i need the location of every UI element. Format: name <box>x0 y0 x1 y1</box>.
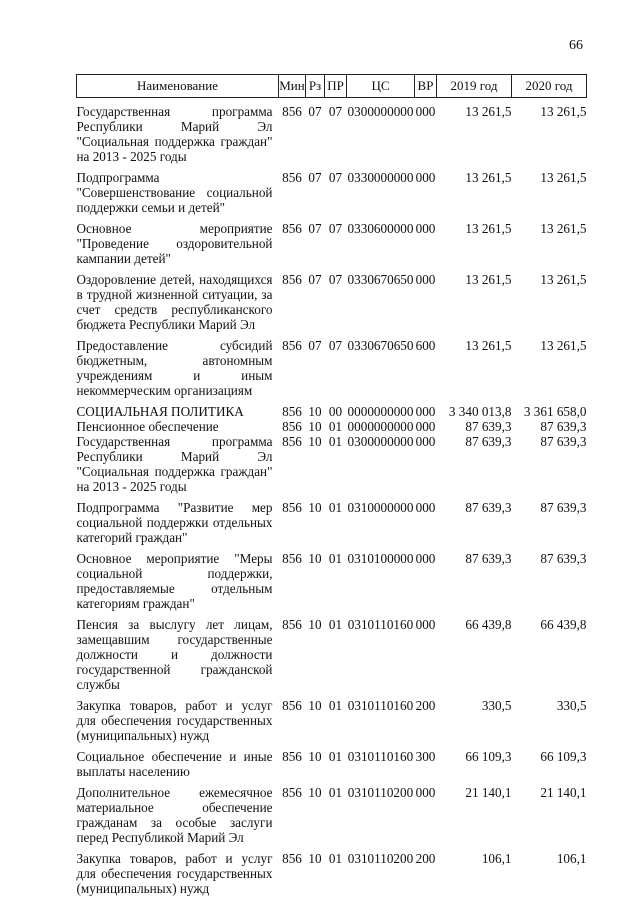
row-pr: 01 <box>328 785 343 800</box>
row-name: Оздоровление детей, находящихся в трудной жизненной ситуации, за счет средств республиканского бюджета Республики Марий Эл <box>76 272 273 332</box>
row-cs: 0330000000 <box>347 170 414 185</box>
row-min: 856 <box>282 338 302 353</box>
row-name: Социальное обеспечение и иные выплаты населению <box>76 749 273 779</box>
header-pr: ПР <box>325 75 347 98</box>
row-pr: 01 <box>328 851 343 866</box>
row-rz: 10 <box>308 434 322 449</box>
row-2019: 87 639,3 <box>465 500 512 515</box>
row-min: 856 <box>282 104 302 119</box>
row-min: 856 <box>282 551 302 566</box>
row-vr: 000 <box>415 434 436 449</box>
row-min: 856 <box>282 404 302 419</box>
row-pr: 01 <box>328 434 343 449</box>
table-row <box>77 170 587 221</box>
row-2020: 87 639,3 <box>540 419 587 434</box>
header-2020: 2020 год <box>512 75 587 98</box>
table-row <box>77 272 587 338</box>
row-vr: 000 <box>415 170 436 185</box>
row-2020: 87 639,3 <box>540 434 587 449</box>
row-vr: 300 <box>415 749 436 764</box>
table-row <box>77 851 587 902</box>
page-number: 66 <box>569 38 583 53</box>
row-vr: 000 <box>415 500 436 515</box>
row-name: Пенсионное обеспечение <box>76 419 219 434</box>
row-rz: 10 <box>308 500 322 515</box>
row-2019: 87 639,3 <box>465 434 512 449</box>
row-min: 856 <box>282 785 302 800</box>
table-row <box>77 434 587 500</box>
row-cs: 0300000000 <box>347 104 414 119</box>
row-2020: 13 261,5 <box>540 170 587 185</box>
row-vr: 200 <box>415 698 436 713</box>
row-rz: 07 <box>308 170 322 185</box>
table-row <box>77 785 587 851</box>
row-pr: 07 <box>328 170 343 185</box>
row-2019: 330,5 <box>481 698 512 713</box>
row-pr: 07 <box>328 221 343 236</box>
row-name: Подпрограмма "Совершенствование социальной поддержки семьи и детей" <box>76 170 273 215</box>
row-rz: 10 <box>308 551 322 566</box>
table-row <box>77 551 587 617</box>
row-cs: 0000000000 <box>347 419 414 434</box>
row-2019: 66 109,3 <box>465 749 512 764</box>
row-cs: 0000000000 <box>347 404 414 419</box>
row-pr: 01 <box>328 698 343 713</box>
row-2020: 330,5 <box>556 698 587 713</box>
row-rz: 10 <box>308 404 322 419</box>
table-row <box>77 749 587 785</box>
table-row <box>77 221 587 272</box>
row-rz: 07 <box>308 221 322 236</box>
row-min: 856 <box>282 221 302 236</box>
row-rz: 10 <box>308 749 322 764</box>
table-header-row <box>77 75 587 98</box>
row-2020: 106,1 <box>556 851 587 866</box>
row-2020: 66 439,8 <box>540 617 587 632</box>
row-cs: 0310110200 <box>347 785 414 800</box>
row-vr: 000 <box>415 617 436 632</box>
table-row <box>77 500 587 551</box>
row-2019: 13 261,5 <box>465 170 512 185</box>
row-2020: 66 109,3 <box>540 749 587 764</box>
budget-table <box>76 74 587 902</box>
table-row <box>77 617 587 698</box>
row-name: Пенсия за выслугу лет лицам, замещавшим государственные должности и должности государственной гражданской службы <box>76 617 273 692</box>
row-2020: 13 261,5 <box>540 338 587 353</box>
row-2019: 13 261,5 <box>465 272 512 287</box>
row-2020: 13 261,5 <box>540 221 587 236</box>
row-pr: 01 <box>328 617 343 632</box>
row-2020: 21 140,1 <box>540 785 587 800</box>
row-min: 856 <box>282 617 302 632</box>
row-cs: 0330670650 <box>347 338 414 353</box>
row-2020: 13 261,5 <box>540 272 587 287</box>
row-min: 856 <box>282 272 302 287</box>
row-name: Подпрограмма "Развитие мер социальной поддержки отдельных категорий граждан" <box>76 500 273 545</box>
row-pr: 01 <box>328 551 343 566</box>
row-cs: 0310100000 <box>347 551 414 566</box>
row-vr: 000 <box>415 221 436 236</box>
row-rz: 10 <box>308 698 322 713</box>
row-name: Государственная программа Республики Марий Эл "Социальная поддержка граждан" на 2013 - 2025 годы <box>76 434 273 494</box>
table-row <box>77 404 587 419</box>
row-rz: 10 <box>308 617 322 632</box>
row-cs: 0330670650 <box>347 272 414 287</box>
row-rz: 10 <box>308 851 322 866</box>
row-pr: 07 <box>328 272 343 287</box>
row-2020: 13 261,5 <box>540 104 587 119</box>
row-min: 856 <box>282 500 302 515</box>
row-cs: 0310110160 <box>347 617 414 632</box>
row-2019: 66 439,8 <box>465 617 512 632</box>
row-cs: 0310110160 <box>347 698 414 713</box>
row-rz: 07 <box>308 272 322 287</box>
row-cs: 0300000000 <box>347 434 414 449</box>
header-cs: ЦС <box>347 75 415 98</box>
row-min: 856 <box>282 170 302 185</box>
row-rz: 10 <box>308 785 322 800</box>
row-2019: 87 639,3 <box>465 551 512 566</box>
row-min: 856 <box>282 419 302 434</box>
row-min: 856 <box>282 434 302 449</box>
row-2019: 13 261,5 <box>465 104 512 119</box>
header-name: Наименование <box>77 75 279 98</box>
row-name: Дополнительное ежемесячное материальное обеспечение гражданам за особые заслуги перед Республикой Марий Эл <box>76 785 273 845</box>
row-vr: 200 <box>415 851 436 866</box>
row-min: 856 <box>282 698 302 713</box>
table-row <box>77 419 587 434</box>
row-min: 856 <box>282 749 302 764</box>
row-name: Предоставление субсидий бюджетным, автономным учреждениям и иным некоммерческим организациям <box>76 338 273 398</box>
budget-table-container <box>76 74 586 902</box>
row-pr: 07 <box>328 104 343 119</box>
row-pr: 07 <box>328 338 343 353</box>
row-cs: 0310000000 <box>347 500 414 515</box>
row-2019: 13 261,5 <box>465 338 512 353</box>
row-2020: 87 639,3 <box>540 500 587 515</box>
row-name: Основное мероприятие "Меры социальной поддержки, предоставляемые отдельным категориям граждан" <box>76 551 273 611</box>
row-name: Закупка товаров, работ и услуг для обеспечения государственных (муниципальных) нужд <box>76 851 273 896</box>
row-2019: 3 340 013,8 <box>448 404 512 419</box>
header-2019: 2019 год <box>437 75 512 98</box>
row-2019: 13 261,5 <box>465 221 512 236</box>
row-cs: 0330600000 <box>347 221 414 236</box>
header-rz: Рз <box>306 75 325 98</box>
row-rz: 07 <box>308 104 322 119</box>
row-name: Основное мероприятие "Проведение оздоровительной кампании детей" <box>76 221 273 266</box>
row-pr: 01 <box>328 500 343 515</box>
row-vr: 000 <box>415 551 436 566</box>
row-vr: 000 <box>415 272 436 287</box>
row-name: СОЦИАЛЬНАЯ ПОЛИТИКА <box>76 404 244 419</box>
header-vr: ВР <box>415 75 437 98</box>
header-min: Мин <box>279 75 306 98</box>
table-row <box>77 98 587 171</box>
row-min: 856 <box>282 851 302 866</box>
row-2019: 87 639,3 <box>465 419 512 434</box>
row-rz: 07 <box>308 338 322 353</box>
row-pr: 01 <box>328 749 343 764</box>
row-vr: 000 <box>415 785 436 800</box>
row-2020: 3 361 658,0 <box>523 404 587 419</box>
row-vr: 000 <box>415 404 436 419</box>
row-pr: 01 <box>328 419 343 434</box>
row-rz: 10 <box>308 419 322 434</box>
row-2020: 87 639,3 <box>540 551 587 566</box>
row-2019: 21 140,1 <box>465 785 512 800</box>
row-vr: 600 <box>415 338 436 353</box>
row-vr: 000 <box>415 419 436 434</box>
row-cs: 0310110200 <box>347 851 414 866</box>
row-name: Государственная программа Республики Марий Эл "Социальная поддержка граждан" на 2013 - 2025 годы <box>76 104 273 164</box>
row-vr: 000 <box>415 104 436 119</box>
row-2019: 106,1 <box>481 851 512 866</box>
table-row <box>77 338 587 404</box>
row-name: Закупка товаров, работ и услуг для обеспечения государственных (муниципальных) нужд <box>76 698 273 743</box>
row-pr: 00 <box>328 404 343 419</box>
row-cs: 0310110160 <box>347 749 414 764</box>
table-row <box>77 698 587 749</box>
